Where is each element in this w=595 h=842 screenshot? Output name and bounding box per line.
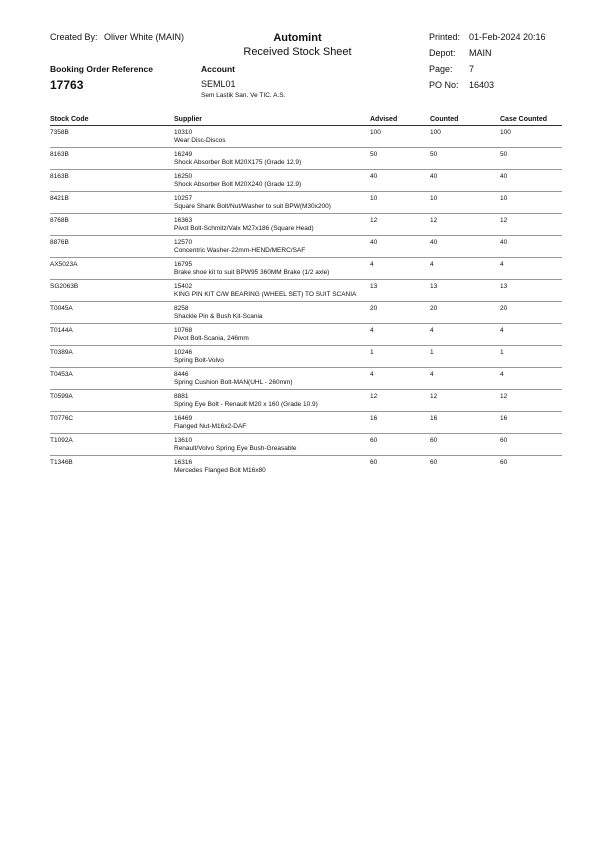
booking-ref-value: 17763 [50, 78, 84, 92]
row-divider [50, 433, 562, 434]
po-value: 16403 [469, 80, 495, 90]
po-label: PO No: [429, 80, 459, 90]
counted-qty: 4 [430, 371, 434, 378]
item-description: Mercedes Flanged Bolt M16x80 [174, 467, 266, 474]
supplier-code: 13610 [174, 437, 193, 444]
supplier-code: 16363 [174, 217, 193, 224]
account-name: Sem Lastik San. Ve TIC. A.S. [201, 92, 286, 99]
supplier-code: 8881 [174, 393, 189, 400]
item-description: Brake shoe kit to suit BPW95 360MM Brake (1/2 axle) [174, 269, 330, 276]
counted-qty: 40 [430, 173, 438, 180]
col-counted: Counted [430, 116, 459, 123]
row-divider [50, 235, 562, 236]
case-counted-qty: 4 [500, 371, 504, 378]
case-counted-qty: 4 [500, 261, 504, 268]
advised-qty: 4 [370, 327, 374, 334]
row-divider [50, 191, 562, 192]
row-divider [50, 411, 562, 412]
row-divider [50, 213, 562, 214]
row-divider [50, 389, 562, 390]
supplier-code: 10310 [174, 129, 193, 136]
row-divider [50, 279, 562, 280]
advised-qty: 4 [370, 261, 374, 268]
row-divider [50, 147, 562, 148]
item-description: Spring Eye Bolt - Renault M20 x 160 (Grade 10.9) [174, 401, 318, 408]
col-advised: Advised [370, 116, 398, 123]
case-counted-qty: 40 [500, 239, 508, 246]
stock-code: T0776C [50, 415, 74, 422]
page-value: 7 [469, 64, 475, 74]
row-divider [50, 455, 562, 456]
stock-code: T0389A [50, 349, 73, 356]
supplier-code: 16469 [174, 415, 193, 422]
table-row [0, 459, 595, 481]
advised-qty: 20 [370, 305, 378, 312]
case-counted-qty: 50 [500, 151, 508, 158]
stock-code: SG2063B [50, 283, 79, 290]
case-counted-qty: 60 [500, 437, 508, 444]
page-label: Page: [429, 64, 453, 74]
advised-qty: 40 [370, 239, 378, 246]
item-description: Spring Cushion Bolt-MAN(UHL - 260mm) [174, 379, 293, 386]
printed-label: Printed: [429, 32, 461, 42]
stock-code: T0144A [50, 327, 73, 334]
item-description: Pivot Bolt-Schmitz/Valx M27x186 (Square Head) [174, 225, 314, 232]
advised-qty: 4 [370, 371, 374, 378]
advised-qty: 100 [370, 129, 381, 136]
company-name: Automint [273, 32, 322, 44]
counted-qty: 60 [430, 437, 438, 444]
advised-qty: 12 [370, 393, 378, 400]
item-description: Shock Absorber Bolt M20X240 (Grade 12.9) [174, 181, 302, 188]
item-description: Pivot Bolt-Scania, 246mm [174, 335, 249, 342]
supplier-code: 10257 [174, 195, 193, 202]
supplier-code: 16795 [174, 261, 193, 268]
advised-qty: 40 [370, 173, 378, 180]
counted-qty: 4 [430, 327, 434, 334]
depot-value: MAIN [469, 48, 492, 58]
case-counted-qty: 10 [500, 195, 508, 202]
item-description: Spring Bolt-Volvo [174, 357, 224, 364]
case-counted-qty: 1 [500, 349, 504, 356]
created-by-label: Created By: [50, 32, 98, 42]
counted-qty: 20 [430, 305, 438, 312]
supplier-code: 16249 [174, 151, 193, 158]
booking-ref-label: Booking Order Reference [50, 64, 153, 74]
case-counted-qty: 20 [500, 305, 508, 312]
stock-code: T0045A [50, 305, 73, 312]
advised-qty: 50 [370, 151, 378, 158]
row-divider [50, 257, 562, 258]
stock-code: 8421B [50, 195, 69, 202]
counted-qty: 10 [430, 195, 438, 202]
case-counted-qty: 12 [500, 393, 508, 400]
counted-qty: 13 [430, 283, 438, 290]
item-description: Concentric Washer-22mm-HEND/MERC/SAF [174, 247, 306, 254]
advised-qty: 60 [370, 437, 378, 444]
supplier-code: 12570 [174, 239, 193, 246]
supplier-code: 15402 [174, 283, 193, 290]
stock-code: 7358B [50, 129, 69, 136]
counted-qty: 4 [430, 261, 434, 268]
stock-code: AX5023A [50, 261, 78, 268]
case-counted-qty: 12 [500, 217, 508, 224]
counted-qty: 100 [430, 129, 441, 136]
counted-qty: 40 [430, 239, 438, 246]
stock-code: T1346B [50, 459, 73, 466]
stock-code: T1092A [50, 437, 73, 444]
advised-qty: 1 [370, 349, 374, 356]
stock-code: T0599A [50, 393, 73, 400]
supplier-code: 10768 [174, 327, 193, 334]
stock-code: T0453A [50, 371, 73, 378]
supplier-code: 16316 [174, 459, 193, 466]
item-description: Square Shank Bolt/Nut/Washer to suit BPW(M30x200) [174, 203, 331, 210]
account-label: Account [201, 64, 235, 74]
item-description: Wear Disc-Discos [174, 137, 226, 144]
row-divider [50, 301, 562, 302]
stock-code: 8163B [50, 173, 69, 180]
supplier-code: 10246 [174, 349, 193, 356]
case-counted-qty: 16 [500, 415, 508, 422]
case-counted-qty: 60 [500, 459, 508, 466]
item-description: Renault/Volvo Spring Eye Bush-Greasable [174, 445, 297, 452]
sheet-title: Received Stock Sheet [243, 46, 352, 58]
case-counted-qty: 4 [500, 327, 504, 334]
case-counted-qty: 40 [500, 173, 508, 180]
counted-qty: 12 [430, 393, 438, 400]
case-counted-qty: 100 [500, 129, 511, 136]
advised-qty: 13 [370, 283, 378, 290]
supplier-code: 16250 [174, 173, 193, 180]
item-description: Shackle Pin & Bush Kit-Scania [174, 313, 263, 320]
printed-value: 01-Feb-2024 20:16 [469, 32, 546, 42]
row-divider [50, 323, 562, 324]
counted-qty: 1 [430, 349, 434, 356]
depot-label: Depot: [429, 48, 456, 58]
row-divider [50, 169, 562, 170]
supplier-code: 8258 [174, 305, 189, 312]
advised-qty: 16 [370, 415, 378, 422]
advised-qty: 60 [370, 459, 378, 466]
advised-qty: 12 [370, 217, 378, 224]
counted-qty: 16 [430, 415, 438, 422]
counted-qty: 12 [430, 217, 438, 224]
row-divider [50, 367, 562, 368]
advised-qty: 10 [370, 195, 378, 202]
stock-code: 8876B [50, 239, 69, 246]
col-stock-code: Stock Code [50, 116, 89, 123]
item-description: Shock Absorber Bolt M20X175 (Grade 12.9) [174, 159, 302, 166]
case-counted-qty: 13 [500, 283, 508, 290]
col-case-counted: Case Counted [500, 116, 548, 123]
header-rule [50, 125, 562, 126]
created-by-value: Oliver White (MAIN) [104, 32, 185, 42]
supplier-code: 8446 [174, 371, 189, 378]
stock-code: 8163B [50, 151, 69, 158]
item-description: Flanged Nut-M16x2-DAF [174, 423, 247, 430]
stock-code: 8768B [50, 217, 69, 224]
row-divider [50, 345, 562, 346]
item-description: KING PIN KIT C/W BEARING (WHEEL SET) TO SUIT SCANIA [174, 291, 357, 298]
counted-qty: 50 [430, 151, 438, 158]
account-code: SEML01 [201, 79, 236, 89]
counted-qty: 60 [430, 459, 438, 466]
col-supplier: Supplier [174, 116, 203, 123]
